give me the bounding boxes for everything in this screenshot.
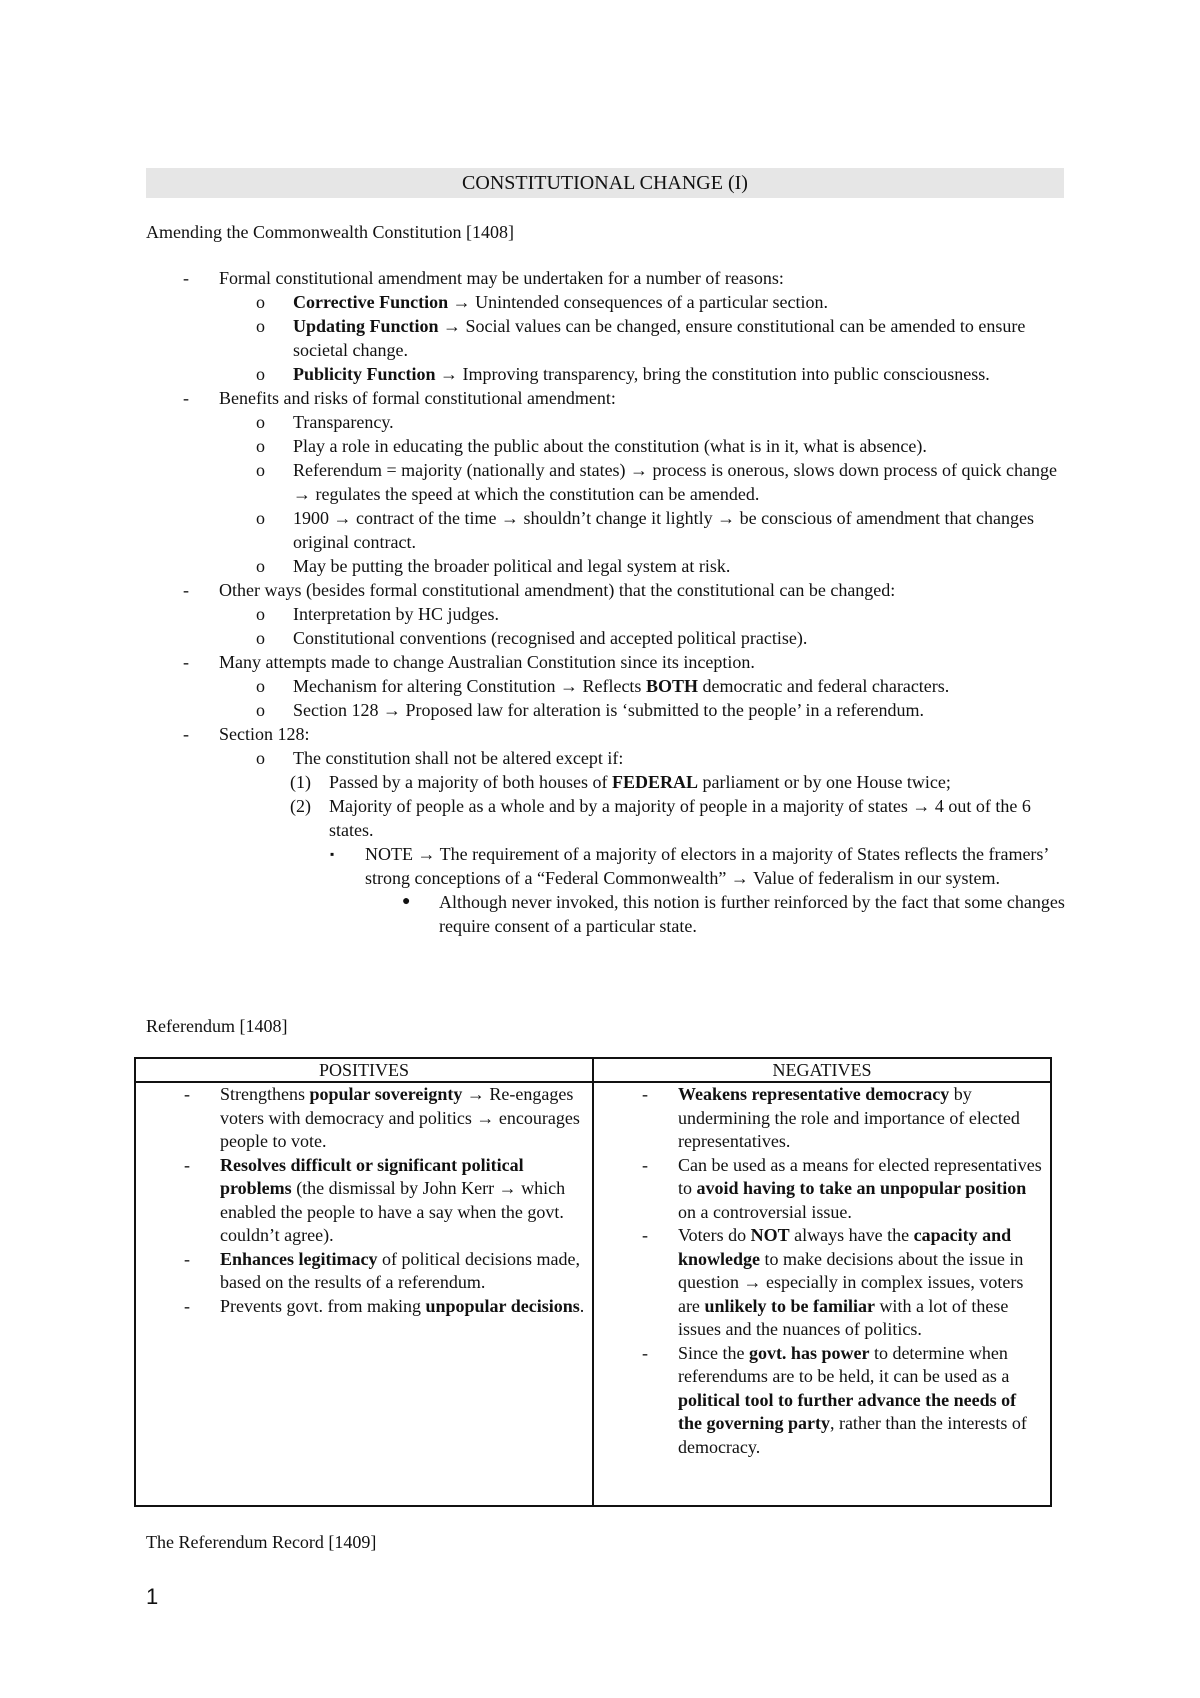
outline-item bbox=[146, 578, 1066, 602]
bullet-marker: - bbox=[183, 652, 189, 672]
bullet-marker: ● bbox=[402, 894, 411, 909]
negatives-text: Since the govt. has power to determine when referendums are to be held, it can be used as a political tool to further advance the needs of the governing party, rather than the interests of democracy. bbox=[677, 1342, 1027, 1457]
outline-text: 1900 → contract of the time → shouldn’t change it lightly → be conscious of amendment that changes original contract. bbox=[293, 508, 1034, 552]
outline-text: Formal constitutional amendment may be undertaken for a number of reasons: bbox=[219, 268, 784, 288]
outline-text: The constitution shall not be altered except if: bbox=[293, 748, 624, 768]
positives-header: POSITIVES bbox=[135, 1058, 593, 1082]
bullet-marker: o bbox=[256, 700, 265, 720]
bullet-marker: - bbox=[641, 1154, 648, 1175]
outline-item bbox=[146, 386, 1066, 410]
negatives-item bbox=[594, 1342, 1044, 1460]
bullet-marker: - bbox=[183, 268, 189, 288]
outline-text: Constitutional conventions (recognised and accepted political practise). bbox=[293, 628, 808, 648]
bullet-marker: o bbox=[256, 748, 265, 768]
positives-item bbox=[136, 1295, 586, 1319]
outline-text: Although never invoked, this notion is further reinforced by the fact that some changes require consent of a particular state. bbox=[439, 892, 1065, 936]
outline-item bbox=[146, 458, 1066, 506]
bullet-marker: - bbox=[184, 1154, 190, 1175]
bullet-marker: - bbox=[183, 724, 189, 744]
outline-text: May be putting the broader political and legal system at risk. bbox=[293, 556, 731, 576]
positives-text: Prevents govt. from making unpopular decisions. bbox=[220, 1295, 585, 1316]
outline-item bbox=[146, 890, 1066, 938]
bullet-marker: o bbox=[256, 628, 265, 648]
outline-text: Majority of people as a whole and by a majority of people in a majority of states → 4 out of the 6 states. bbox=[329, 796, 1031, 840]
bullet-marker: - bbox=[183, 580, 189, 600]
bullet-marker: o bbox=[256, 436, 265, 456]
outline-text: Updating Function → Social values can be changed, ensure constitutional can be amended to ensure societal change. bbox=[293, 316, 1026, 360]
outline-text: Many attempts made to change Australian Constitution since its inception. bbox=[219, 652, 755, 672]
outline-text: Interpretation by HC judges. bbox=[293, 604, 499, 624]
bullet-marker: - bbox=[183, 388, 189, 408]
section-heading-amending: Amending the Commonwealth Constitution [1408] bbox=[146, 222, 514, 242]
negatives-item bbox=[594, 1083, 1044, 1154]
outline-item bbox=[146, 314, 1066, 362]
outline-item bbox=[146, 434, 1066, 458]
outline-item bbox=[146, 626, 1066, 650]
outline-text: Mechanism for altering Constitution → Reflects BOTH democratic and federal characters. bbox=[293, 676, 950, 696]
referendum-table bbox=[134, 1057, 1052, 1507]
positives-cell bbox=[135, 1082, 593, 1506]
positives-text: Resolves difficult or significant political problems (the dismissal by John Kerr → which enabled the people to have a say when the govt. couldn’t agree). bbox=[220, 1154, 566, 1245]
outline-item bbox=[146, 722, 1066, 746]
bullet-marker: o bbox=[256, 556, 265, 576]
outline-item bbox=[146, 770, 1066, 794]
outline-text: Benefits and risks of formal constitutional amendment: bbox=[219, 388, 616, 408]
outline-item bbox=[146, 794, 1066, 842]
outline-text: Referendum = majority (nationally and states) → process is onerous, slows down process of quick change → regulates the speed at which the constitution can be amended. bbox=[293, 460, 1057, 504]
negatives-text: Weakens representative democracy by undermining the role and importance of elected representatives. bbox=[677, 1084, 1020, 1151]
outline-item bbox=[146, 362, 1066, 386]
positives-text: Strengthens popular sovereignty → Re-engages voters with democracy and politics → encourages people to vote. bbox=[220, 1084, 580, 1151]
outline-text: Passed by a majority of both houses of FEDERAL parliament or by one House twice; bbox=[329, 772, 951, 792]
bullet-marker: - bbox=[184, 1084, 190, 1104]
outline-item bbox=[146, 506, 1066, 554]
outline-text: NOTE → The requirement of a majority of electors in a majority of States reflects the framers’ strong conceptions of a “Federal Commonwealth” → Value of federalism in our system. bbox=[365, 844, 1049, 888]
outline-text: Corrective Function → Unintended consequences of a particular section. bbox=[293, 292, 829, 312]
bullet-marker: - bbox=[641, 1225, 648, 1245]
bullet-marker: o bbox=[256, 676, 265, 696]
bullet-marker: o bbox=[256, 292, 265, 312]
section-heading-referendum: Referendum [1408] bbox=[146, 1016, 288, 1036]
bullet-marker: ▪ bbox=[330, 847, 335, 861]
outline-item bbox=[146, 698, 1066, 722]
negatives-text: Can be used as a means for elected representatives to avoid having to take an unpopular position on a controversial issue. bbox=[677, 1154, 1042, 1222]
outline-item bbox=[146, 842, 1066, 890]
outline-item bbox=[146, 674, 1066, 698]
outline-item bbox=[146, 410, 1066, 434]
outline-item bbox=[146, 602, 1066, 626]
negatives-item bbox=[594, 1224, 1044, 1342]
outline-item bbox=[146, 650, 1066, 674]
outline-text: Publicity Function → Improving transparency, bring the constitution into public consciousness. bbox=[293, 364, 990, 384]
outline-item bbox=[146, 554, 1066, 578]
outline-item bbox=[146, 290, 1066, 314]
negatives-cell bbox=[593, 1082, 1051, 1506]
outline-text: Section 128: bbox=[219, 724, 310, 744]
bullet-marker: o bbox=[256, 412, 265, 432]
bullet-marker: (1) bbox=[290, 772, 311, 792]
outline-item bbox=[146, 266, 1066, 290]
negatives-text: Voters do NOT always have the capacity and knowledge to make decisions about the issue in question → especially in complex issues, voters are unlikely to be familiar with a lot of these issues and the nuances of politics. bbox=[677, 1225, 1024, 1339]
outline-text: Play a role in educating the public about the constitution (what is in it, what is absence). bbox=[293, 436, 927, 456]
bullet-marker: (2) bbox=[290, 796, 311, 816]
outline-text: Other ways (besides formal constitutional amendment) that the constitutional can be changed: bbox=[219, 580, 896, 600]
section-heading-referendum-record: The Referendum Record [1409] bbox=[146, 1532, 377, 1552]
page-number: 1 bbox=[146, 1584, 159, 1609]
outline-text: Transparency. bbox=[293, 412, 394, 432]
bullet-marker: o bbox=[256, 364, 265, 384]
outline-text: Section 128 → Proposed law for alteration is ‘submitted to the people’ in a referendum. bbox=[293, 700, 925, 720]
positives-item bbox=[136, 1248, 586, 1295]
negatives-header: NEGATIVES bbox=[593, 1058, 1051, 1082]
bullet-marker: o bbox=[256, 316, 265, 336]
bullet-marker: - bbox=[641, 1342, 648, 1363]
bullet-marker: - bbox=[184, 1248, 190, 1269]
bullet-marker: o bbox=[256, 508, 265, 528]
outline-list bbox=[146, 266, 1066, 938]
negatives-item bbox=[594, 1154, 1044, 1225]
bullet-marker: - bbox=[641, 1084, 648, 1104]
bullet-marker: o bbox=[256, 460, 265, 480]
positives-text: Enhances legitimacy of political decisions made, based on the results of a referendum. bbox=[220, 1248, 580, 1292]
bullet-marker: - bbox=[184, 1295, 190, 1316]
bullet-marker: o bbox=[256, 604, 265, 624]
positives-item bbox=[136, 1154, 586, 1248]
positives-item bbox=[136, 1083, 586, 1154]
page-title: CONSTITUTIONAL CHANGE (I) bbox=[146, 168, 1064, 198]
outline-item bbox=[146, 746, 1066, 770]
